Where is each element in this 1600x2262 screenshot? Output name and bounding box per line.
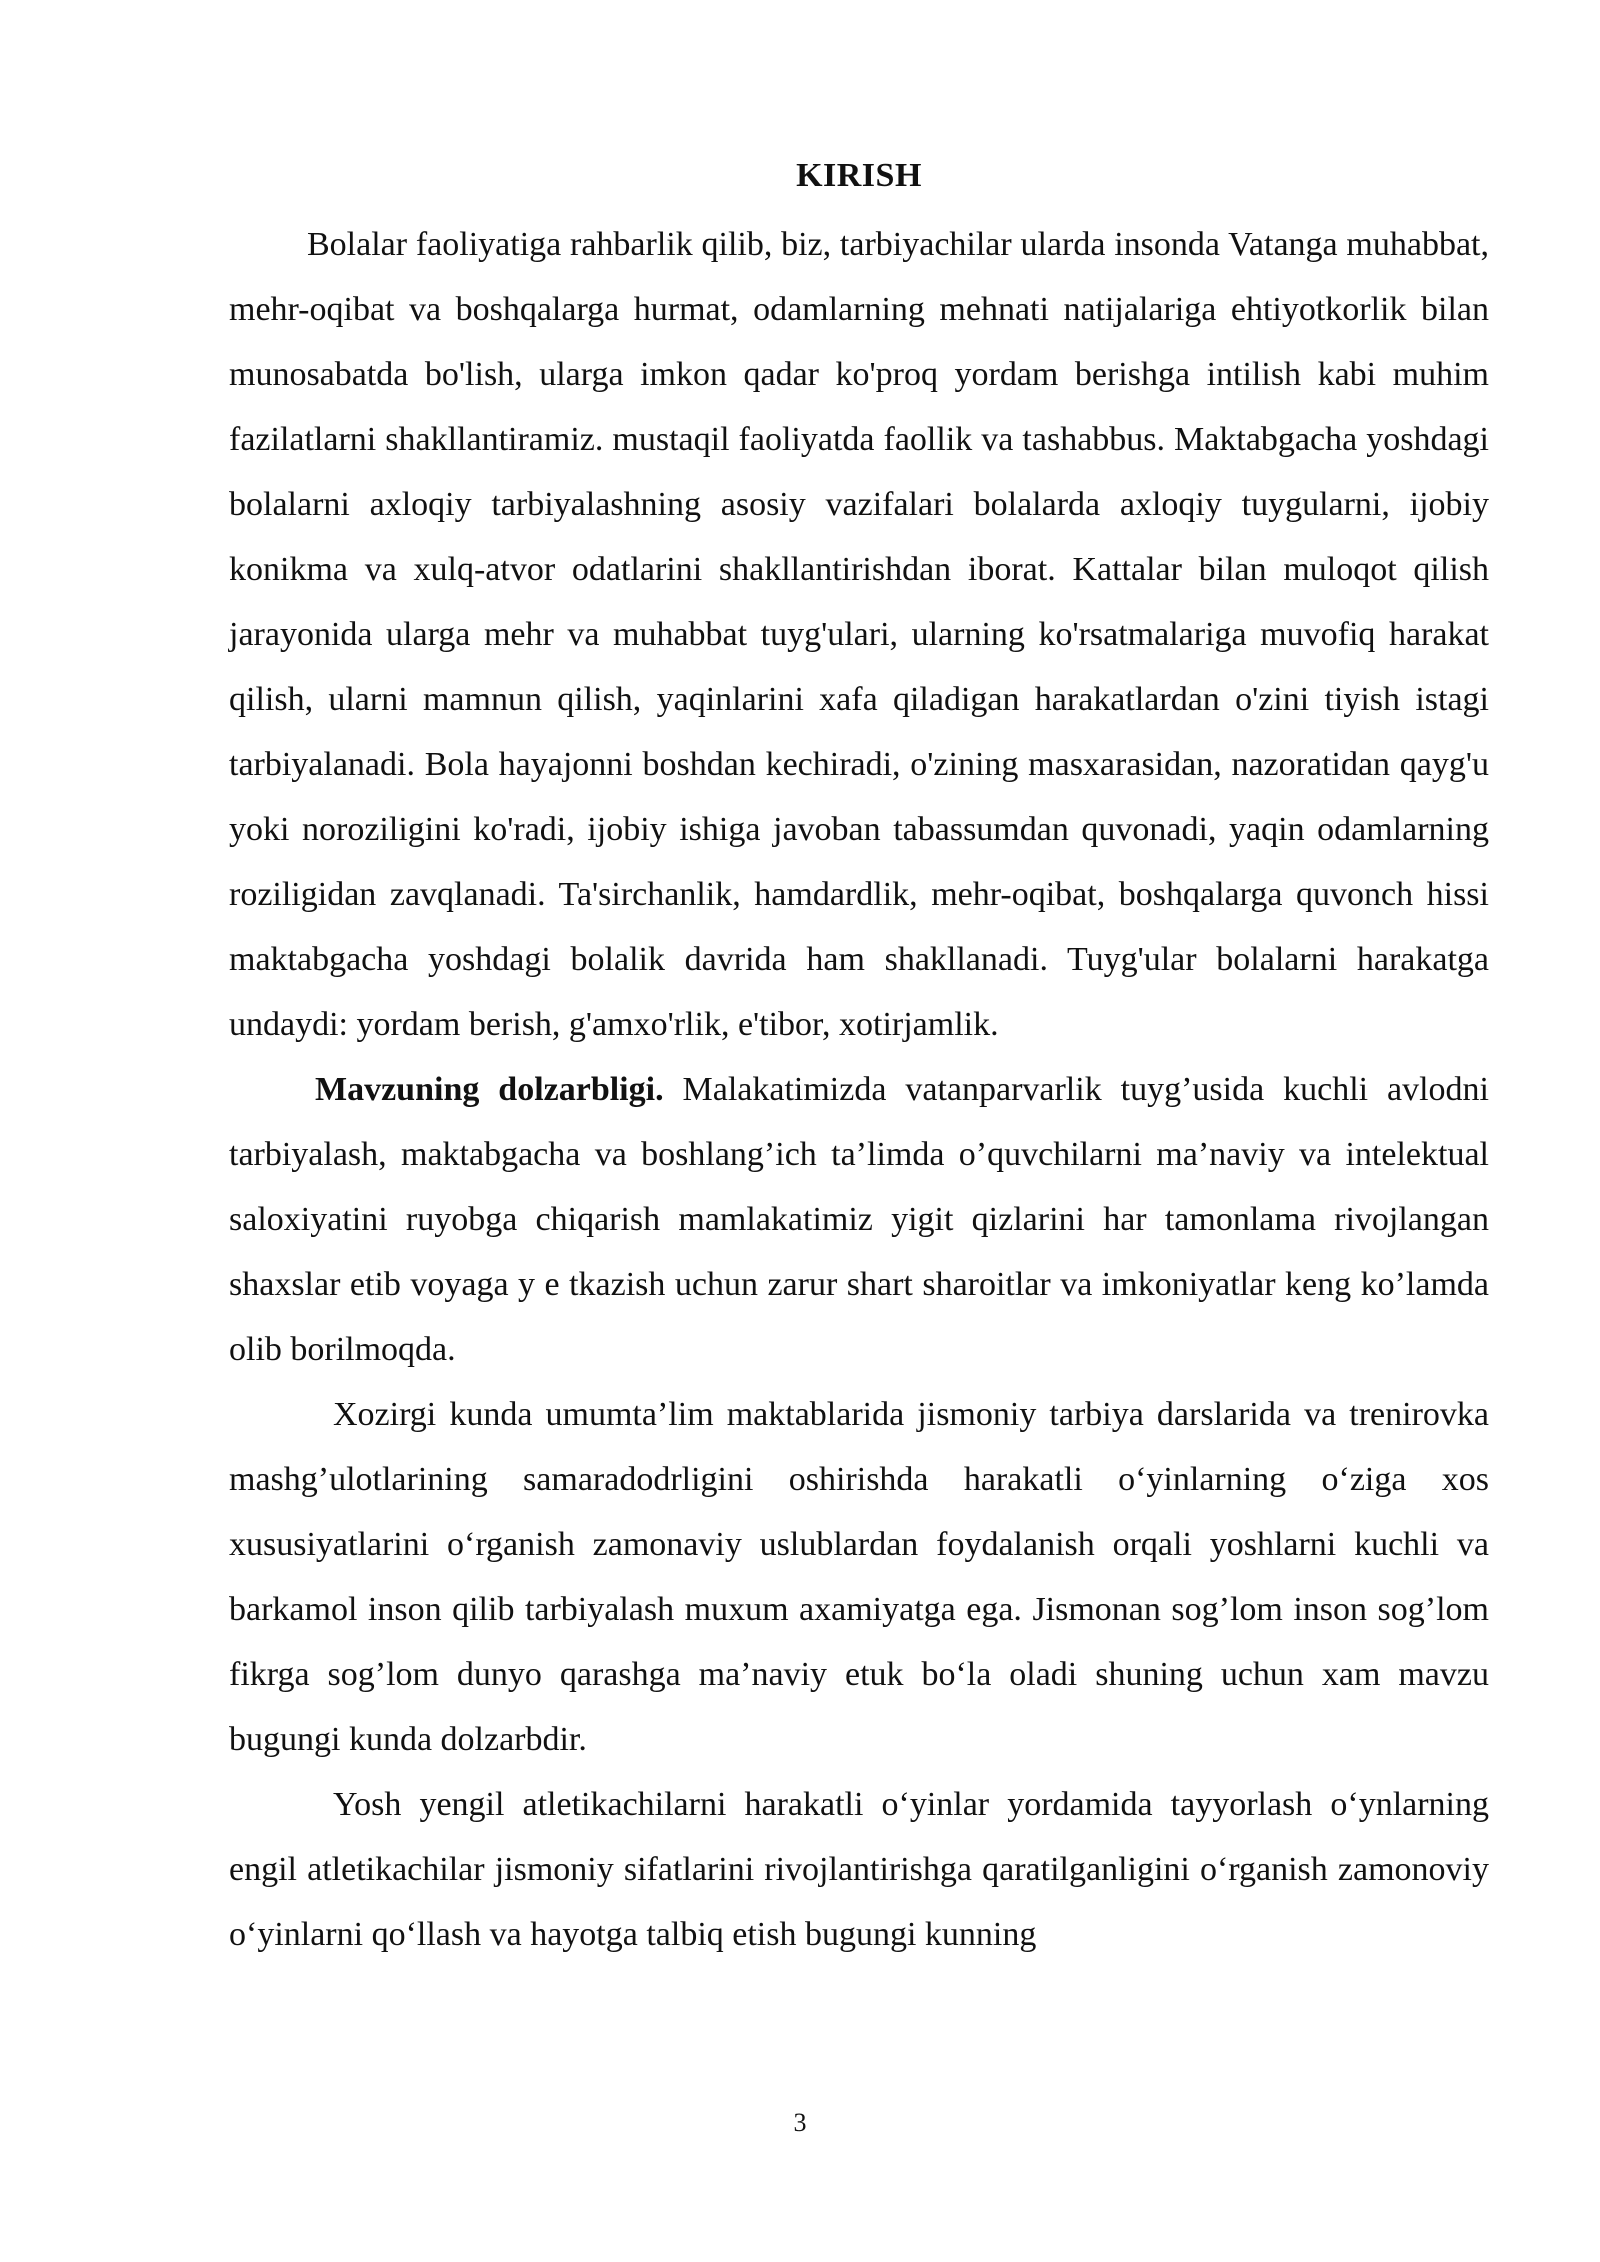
page-title: KIRISH: [796, 157, 922, 194]
paragraph-relevance: [229, 1057, 1489, 1382]
paragraph-text: Yosh yengil atletikachilarni harakatli o‘yinlar yordamida tayyorlash o‘ynlarning engil atletikachilar jismoniy sifatlarini rivojlantirishga qaratilganligini o‘rganish zamonoviy o‘yinlarni qo‘llash va hayotga talbiq etish bugungi kunning: [229, 1786, 1489, 1953]
paragraph-lead-heading: Mavzuning dolzarbligi.: [315, 1071, 664, 1108]
paragraph-text: Malakatimizda vatanparvarlik tuyg’usida kuchli avlodni tarbiyalash, maktabgacha va boshlang’ich ta’limda o’quvchilarni ma’naviy va intelektual saloxiyatini ruyobga chiqarish mamlakatimiz yigit qizlarini har tamonlama rivojlangan shaxslar etib voyaga y e tkazish uchun zarur shart sharoitlar va imkoniyatlar keng ko’lamda olib borilmoqda.: [229, 1071, 1489, 1368]
paragraph-text: Xozirgi kunda umumta’lim maktablarida jismoniy tarbiya darslarida va trenirovka mashg’ulotlarining samaradodrligini oshirishda harakatli o‘yinlarning o‘ziga xos xususiyatlarini o‘rganish zamonaviy uslublardan foydalanish orqali yoshlarni kuchli va barkamol inson qilib tarbiyalash muxum axamiyatga ega. Jismonan sog’lom inson sog’lom fikrga sog’lom dunyo qarashga ma’naviy etuk bo‘la oladi shuning uchun xam mavzu bugungi kunda dolzarbdir.: [229, 1396, 1489, 1758]
paragraph-intro: [229, 212, 1489, 1057]
page-content: [229, 148, 1489, 1967]
paragraph-text: Bolalar faoliyatiga rahbarlik qilib, biz, tarbiyachilar ularda insonda Vatanga muhabbat, mehr-oqibat va boshqalarga hurmat, odamlarning mehnati natijalariga ehtiyotkorlik bilan munosabatda bo'lish, ularga imkon qadar ko'proq yordam berishga intilish kabi muhim fazilatlarni shakllantiramiz. mustaqil faoliyatda faollik va tashabbus. Maktabgacha yoshdagi bolalarni axloqiy tarbiyalashning asosiy vazifalari bolalarda axloqiy tuygularni, ijobiy konikma va xulq-atvor odatlarini shakllantirishdan iborat. Kattalar bilan muloqot qilish jarayonida ularga mehr va muhabbat tuyg'ulari, ularning ko'rsatmalariga muvofiq harakat qilish, ularni mamnun qilish, yaqinlarini xafa qiladigan harakatlardan o'zini tiyish istagi tarbiyalanadi. Bola hayajonni boshdan kechiradi, o'zining masxarasidan, nazoratidan qayg'u yoki noroziligini ko'radi, ijobiy ishiga javoban tabassumdan quvonadi, yaqin odamlarning roziligidan zavqlanadi. Ta'sirchanlik, hamdardlik, mehr-oqibat, boshqalarga quvonch hissi maktabgacha yoshdagi bolalik davrida ham shakllanadi. Tuyg'ular bolalarni harakatga undaydi: yordam berish, g'amxo'rlik, e'tibor, xotirjamlik.: [229, 226, 1489, 1043]
page-number: 3: [793, 2108, 807, 2137]
paragraph-athletics: [229, 1772, 1489, 1967]
paragraph-current-state: [229, 1382, 1489, 1772]
